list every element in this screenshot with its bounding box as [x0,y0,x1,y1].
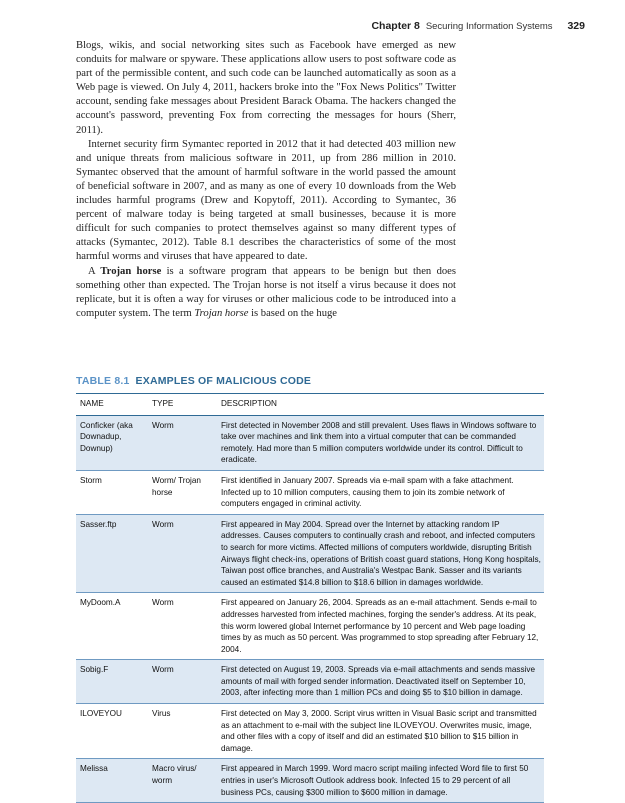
table-header-row [76,394,544,416]
table-row [76,593,544,660]
cell-type: Worm [152,598,174,608]
cell-description: First detected in November 2008 and still prevalent. Uses flaws in Windows software to take over machines and link them into a virtual computer that can be commanded remotely. Had more than 5 million computers worldwide under its control. Difficult to eradicate. [217,415,544,470]
paragraph-social-media: Blogs, wikis, and social networking sites such as Facebook have emerged as new conduits for malware or spyware. These applications allow users to post software code as part of the permissible content, and such code can be launched automatically as soon as a Web page is viewed. On July 4, 2011, hackers broke into the "Fox News Politics" Twitter account, sending fake messages about President Barack Obama. The hackers changed the account's password, preventing Fox from correcting the messages for hours (Sherr, 2011). [76,40,456,136]
cell-type: Worm [148,415,217,470]
table-row [76,415,544,470]
table-row [76,660,544,704]
cell-name: Melissa [76,759,148,803]
cell-name: MyDoom.A [80,598,121,608]
page-number: 329 [567,20,585,32]
cell-name: Sasser.ftp [76,514,148,593]
section-title: Securing Information Systems [425,21,553,32]
cell-name: Storm [80,475,102,485]
table-row [76,514,544,593]
table-row [76,470,544,514]
table-title: EXAMPLES OF MALICIOUS CODE [135,375,312,387]
cell-name: ILOVEYOU [80,709,122,719]
term-trojan-horse-italic: Trojan horse [194,307,249,319]
cell-description: First appeared in May 2004. Spread over the Internet by attacking random IP addresses. Causes computers to continually crash and reboot, and infected computers to search for more victims. Affected millions of computers worldwide, disrupting British Airways flight check-ins, operations of British coast guard stations, Hong Kong hospitals, Taiwan post office branches, and Australia's Westpac Bank. Sasser and its variants caused an estimated $14.8 billion to $18.6 billion in damages worldwide. [217,514,544,593]
term-trojan-horse: Trojan horse [100,265,162,277]
body-text [76,39,456,321]
table-label: TABLE 8.1 [76,375,130,387]
cell-description: First detected on August 19, 2003. Spreads via e-mail attachments and sends massive amounts of mail with forged sender information. Deactivated itself on September 10, 2003, after infecting more than 1 million PCs and doing $5 to $10 billion in damage. [217,660,544,704]
table-caption [76,375,311,387]
malicious-code-table [76,393,544,803]
cell-type: Worm [148,660,217,704]
cell-type: Worm [148,514,217,593]
cell-description: First detected on May 3, 2000. Script virus written in Visual Basic script and transmitted as an attachment to e-mail with the subject line ILOVEYOU. Overwrites music, image, and other files with a copy of itself and did an estimated $10 billion to $15 billion in damage. [221,709,537,753]
column-header-name: NAME [76,394,148,416]
chapter-label: Chapter 8 [371,20,420,32]
cell-type: Worm/ Trojan horse [152,475,201,497]
paragraph-trojan-horse: A Trojan horse is a software program that appears to be benign but then does something other than expected. The Trojan horse is not itself a virus because it does not replicate, but it is often a way for viruses or other malicious code to be introduced into a computer system. The term Trojan horse is based on the huge [76,265,456,319]
cell-name: Conficker (aka Downadup, Downup) [76,415,148,470]
table-row [76,759,544,803]
cell-description: First appeared on January 26, 2004. Spreads as an e-mail attachment. Sends e-mail to addresses harvested from infected machines, forging the sender's address. At its peak, this worm lowered global Internet performance by 10 percent and Web page loading times by as much as 50 percent. Was programmed to stop spreading after February 12, 2004. [221,598,539,654]
cell-description: First appeared in March 1999. Word macro script mailing infected Word file to first 50 entries in user's Microsoft Outlook address book. Infected 15 to 29 percent of all business PCs, causing $300 million to $600 million in damage. [217,759,544,803]
cell-type: Virus [152,709,171,719]
column-header-description: DESCRIPTION [217,394,544,416]
table-row [76,704,544,759]
cell-type: Macro virus/ worm [148,759,217,803]
cell-name: Sobig.F [76,660,148,704]
paragraph-symantec: Internet security firm Symantec reported in 2012 that it had detected 403 million new and unique threats from malicious software in 2011, up from 286 million in 2010. Symantec observed that the amount of harmful software in the world passed the amount of beneficial software in 2007, and as many as one of every 10 downloads from the Web includes harmful programs (Drew and Kopytoff, 2011). According to Symantec, 36 percent of malware today is being targeted at small businesses, because it is more difficult for such companies to protect themselves against so many different types of attacks (Symantec, 2012). Table 8.1 describes the characteristics of some of the most harmful worms and viruses that have appeared to date. [76,138,456,263]
column-header-type: TYPE [148,394,217,416]
running-header [371,20,585,32]
cell-description: First identified in January 2007. Spreads via e-mail spam with a fake attachment. Infected up to 10 million computers, causing them to join its zombie network of computers engaged in criminal activity. [221,475,514,509]
